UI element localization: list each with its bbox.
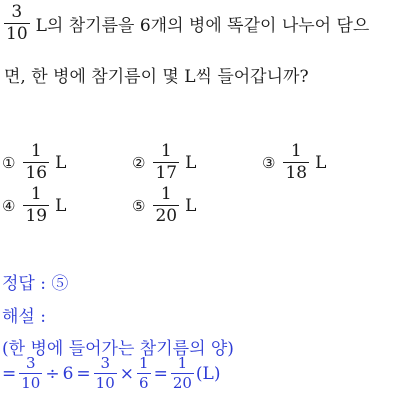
choice-5-unit: L: [185, 195, 197, 216]
choice-4[interactable]: [2, 186, 66, 225]
choice-3-denominator: 18: [285, 163, 308, 183]
choice-2-unit: L: [185, 152, 197, 173]
question-line-1-text: L의 참기름을 6개의 병에 똑같이 나누어 담으: [35, 16, 370, 36]
choice-2-denominator: 17: [155, 163, 178, 183]
explanation-line: (한 병에 들어가는 참기름의 양): [2, 339, 234, 359]
choice-3[interactable]: [262, 143, 326, 182]
fraction-numerator: 3: [26, 354, 36, 372]
answer-line: 정답 : ⑤: [2, 274, 69, 294]
question-fraction-numerator: 3: [11, 2, 23, 22]
choice-2[interactable]: [132, 143, 196, 182]
fraction-denominator: 10: [21, 374, 41, 392]
choice-2-mark: ②: [132, 153, 146, 172]
choice-1-mark: ①: [2, 153, 16, 172]
choice-4-numerator: 1: [30, 184, 42, 204]
equals-sign: =: [2, 363, 17, 384]
choice-2-fraction: [153, 143, 179, 182]
choice-3-mark: ③: [262, 153, 276, 172]
fraction-denominator: 10: [95, 374, 115, 392]
choice-4-mark: ④: [2, 196, 16, 215]
fraction-numerator: 3: [100, 354, 110, 372]
equation-fraction-1: [19, 356, 42, 391]
multiply-sign: ×: [119, 363, 135, 384]
solution-equation: [2, 356, 220, 391]
equation-fraction-3: [137, 356, 151, 391]
choice-5-fraction: [153, 186, 179, 225]
choice-3-unit: L: [315, 152, 327, 173]
choice-5-numerator: 1: [160, 184, 172, 204]
choice-1-numerator: 1: [30, 141, 42, 161]
equation-fraction-result: [171, 356, 194, 391]
choice-3-numerator: 1: [290, 141, 302, 161]
equals-sign: =: [153, 363, 168, 384]
question-fraction: [4, 4, 30, 43]
choice-5-denominator: 20: [155, 206, 178, 226]
choice-4-denominator: 19: [25, 206, 48, 226]
choice-4-fraction: [23, 186, 49, 225]
choice-1[interactable]: [2, 143, 66, 182]
question-fraction-denominator: 10: [6, 24, 28, 44]
choice-3-fraction: [283, 143, 309, 182]
question-line-2: 면, 한 병에 참기름이 몇 L씩 들어갑니까?: [4, 67, 309, 87]
question-line-1: [4, 4, 369, 43]
fraction-denominator: 20: [172, 374, 192, 392]
choice-4-unit: L: [55, 195, 67, 216]
fraction-numerator: 1: [177, 354, 188, 372]
choice-1-fraction: [23, 143, 49, 182]
choice-5[interactable]: [132, 186, 196, 225]
result-unit: (L): [195, 363, 221, 384]
choice-1-denominator: 16: [25, 163, 48, 183]
explanation-label: 해설 :: [2, 307, 46, 327]
divisor-value: 6: [62, 363, 74, 384]
divide-sign: ÷: [45, 363, 60, 384]
choice-1-unit: L: [55, 152, 67, 173]
equation-fraction-2: [94, 356, 117, 391]
fraction-denominator: 6: [139, 374, 149, 392]
choice-5-mark: ⑤: [132, 196, 146, 215]
choice-2-numerator: 1: [160, 141, 172, 161]
fraction-numerator: 1: [139, 354, 149, 372]
equals-sign: =: [76, 363, 91, 384]
